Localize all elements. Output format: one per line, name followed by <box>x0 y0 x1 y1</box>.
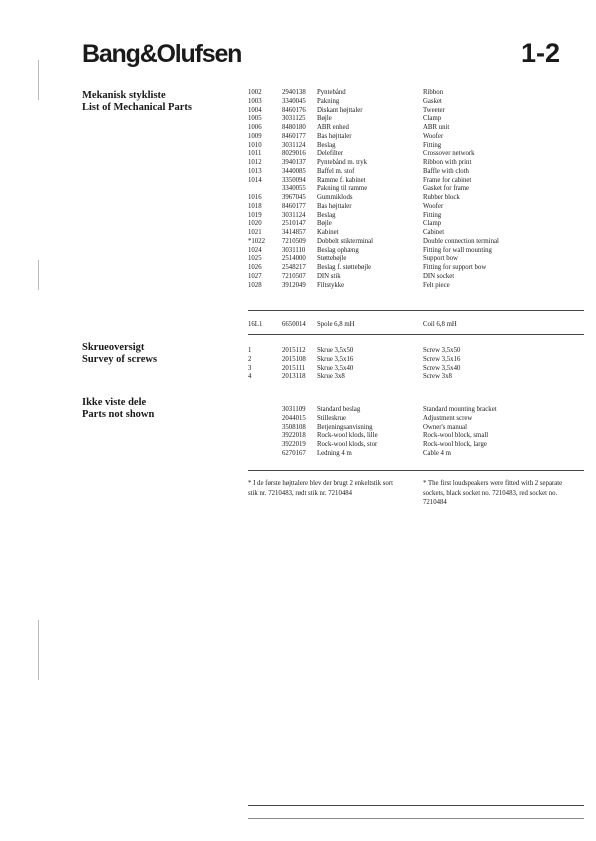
position-cell: 4 <box>248 373 252 381</box>
english-name-cell: Woofer <box>423 202 444 210</box>
danish-name-cell: Pyntebånd m. tryk <box>317 159 368 166</box>
danish-name-cell: Betjeningsanvisning <box>317 423 373 431</box>
position-cell: 1002 <box>248 89 262 96</box>
part-number-cell: 7210509 <box>282 237 306 245</box>
part-number-cell: 3508108 <box>282 423 306 431</box>
danish-name-cell: Standard beslag <box>317 406 361 413</box>
part-number-cell: 3031124 <box>282 141 306 149</box>
position-cell: 3 <box>248 364 252 372</box>
english-name-cell: Rock-wool block, large <box>423 441 487 449</box>
position-cell: *1022 <box>248 237 265 245</box>
part-number-cell: 3031109 <box>282 406 306 413</box>
part-number-cell: 7210507 <box>282 272 306 280</box>
position-cell: 1019 <box>248 211 262 219</box>
section-mech-da: Mekanisk stykliste <box>82 90 166 101</box>
english-name-cell: Frame for cabinet <box>423 176 472 184</box>
part-number-cell: 3031124 <box>282 211 306 219</box>
danish-name-cell: Kabinet <box>317 229 339 236</box>
english-name-cell: Screw 3,5x40 <box>423 364 461 372</box>
danish-name-cell: Baffel m. stof <box>317 167 355 175</box>
part-number-cell: 3340055 <box>282 185 306 193</box>
part-number-cell: 2015112 <box>282 347 306 354</box>
danish-name-cell: Beslag <box>317 141 336 149</box>
part-number-cell: 2940138 <box>282 89 306 96</box>
english-name-cell: Double connection terminal <box>423 237 499 245</box>
section-notshown-da: Ikke viste dele <box>82 397 147 408</box>
danish-name-cell: ABR enhed <box>317 124 349 131</box>
part-number-cell: 8029016 <box>282 150 306 158</box>
english-name-cell: Fitting <box>423 141 442 149</box>
position-cell: 1018 <box>248 202 262 210</box>
section-notshown <box>82 397 154 421</box>
english-name-cell: Clamp <box>423 220 442 228</box>
english-name-cell: Ribbon with print <box>423 159 472 166</box>
english-name-cell: Felt piece <box>423 281 450 289</box>
danish-name-cell: Ramme f. kabinet <box>317 176 366 184</box>
margin-mark <box>38 60 39 100</box>
part-number-cell: 3031125 <box>282 115 306 123</box>
position-cell: 1003 <box>248 97 262 105</box>
footer-rule <box>248 805 584 806</box>
english-name-cell: Coil 6,8 mH <box>423 321 457 328</box>
english-name-cell: Rock-wool block, small <box>423 432 489 440</box>
english-name-cell: DIN socket <box>423 272 455 280</box>
position-cell: 1011 <box>248 150 262 158</box>
footnote-da: * I de første højttalere blev der brugt 2 enkeltstik sort stik nr. 7210483, rødt stik nr. 7210484 <box>248 480 393 497</box>
english-name-cell: Cabinet <box>423 229 445 236</box>
danish-name-cell: Beslag ophæng <box>317 246 359 254</box>
danish-name-cell: Pakning til ramme <box>317 185 368 193</box>
english-name-cell: ABR unit <box>423 124 450 131</box>
part-number-cell: 3912049 <box>282 281 306 289</box>
part-number-cell: 2514000 <box>282 255 306 263</box>
position-cell: 1012 <box>248 159 262 166</box>
part-number-cell: 2015111 <box>282 364 306 372</box>
danish-name-cell: Rock-wool klods, lille <box>317 432 378 440</box>
danish-name-cell: Rock-wool klods, stor <box>317 441 378 449</box>
part-number-cell: 6650014 <box>282 321 306 328</box>
position-cell: 1024 <box>248 246 262 254</box>
english-name-cell: Clamp <box>423 115 442 123</box>
part-number-cell: 3922018 <box>282 432 306 440</box>
section-mech <box>82 90 192 114</box>
danish-name-cell: DIN stik <box>317 272 341 280</box>
english-name-cell: Cable 4 m <box>423 450 451 457</box>
english-name-cell: Screw 3x8 <box>423 373 452 381</box>
divider <box>248 334 584 335</box>
position-cell: 1004 <box>248 106 262 114</box>
english-name-cell: Ribbon <box>423 89 444 96</box>
english-name-cell: Woofer <box>423 132 444 140</box>
danish-name-cell: Bas højttaler <box>317 202 352 210</box>
position-cell: 1021 <box>248 229 262 236</box>
part-number-cell: 3414857 <box>282 229 306 236</box>
danish-name-cell: Bøjle <box>317 115 332 123</box>
danish-name-cell: Filtstykke <box>317 281 345 289</box>
position-cell: 1005 <box>248 115 262 123</box>
part-number-cell: 3940137 <box>282 159 306 166</box>
section-screws <box>82 342 157 366</box>
english-name-cell: Fitting for wall mounting <box>423 246 492 254</box>
danish-name-cell: Delefilter <box>317 150 344 158</box>
english-name-cell: Standard mounting bracket <box>423 406 497 413</box>
danish-name-cell: Beslag f. støttebøjle <box>317 264 372 271</box>
danish-name-cell: Skrue 3,5x50 <box>317 347 354 354</box>
english-name-cell: Owner's manual <box>423 423 468 431</box>
position-cell: 1025 <box>248 255 262 263</box>
position-cell: 1010 <box>248 141 262 149</box>
section-screws-da: Skrueoversigt <box>82 342 145 353</box>
section-screws-en: Survey of screws <box>82 354 158 365</box>
danish-name-cell: Spole 6,8 mH <box>317 321 355 328</box>
english-name-cell: Screw 3,5x50 <box>423 347 461 354</box>
part-number-cell: 3922019 <box>282 441 306 449</box>
part-number-cell: 2548217 <box>282 264 306 271</box>
danish-name-cell: Stilleskrue <box>317 414 347 422</box>
part-number-cell: 2510147 <box>282 220 306 228</box>
danish-name-cell: Skrue 3x8 <box>317 373 345 381</box>
english-name-cell: Rubber block <box>423 194 460 201</box>
part-number-cell: 2013118 <box>282 373 306 381</box>
english-name-cell: Fitting <box>423 211 442 219</box>
english-name-cell: Fitting for support bow <box>423 264 487 271</box>
english-name-cell: Baffle with cloth <box>423 167 469 175</box>
section-notshown-en: Parts not shown <box>82 409 155 420</box>
danish-name-cell: Gummiklods <box>317 194 353 201</box>
part-number-cell: 3440085 <box>282 167 306 175</box>
english-name-cell: Tweeter <box>423 106 445 114</box>
danish-name-cell: Diskant højttaler <box>317 106 363 114</box>
english-name-cell: Support bow <box>423 255 458 263</box>
position-cell: 1027 <box>248 272 262 280</box>
danish-name-cell: Skrue 3,5x40 <box>317 364 354 372</box>
english-name-cell: Screw 3,5x16 <box>423 355 461 363</box>
footer-rule <box>248 818 584 819</box>
part-number-cell: 2015108 <box>282 355 306 363</box>
position-cell: 1028 <box>248 281 262 289</box>
danish-name-cell: Dobbelt stikterminal <box>317 237 374 245</box>
danish-name-cell: Bas højttaler <box>317 132 352 140</box>
margin-mark <box>38 620 39 680</box>
part-number-cell: 8460177 <box>282 202 306 210</box>
english-name-cell: Adjustment screw <box>423 414 473 422</box>
part-number-cell: 8480180 <box>282 124 306 131</box>
danish-name-cell: Bøjle <box>317 220 332 228</box>
position-cell: 1026 <box>248 264 262 271</box>
danish-name-cell: Ledning 4 m <box>317 450 352 457</box>
english-name-cell: Crossover network <box>423 150 475 158</box>
position-cell: 1 <box>248 347 252 354</box>
danish-name-cell: Skrue 3,5x16 <box>317 355 354 363</box>
english-name-cell: Gasket for frame <box>423 185 470 193</box>
part-number-cell: 3967045 <box>282 194 306 201</box>
position-cell: 1013 <box>248 167 262 175</box>
footnote-en: * The first loudspeakers were fitted with 2 separate sockets, black socket no. 7210483, red socket no. 7210484 <box>423 480 563 506</box>
danish-name-cell: Pyntebånd <box>317 89 346 96</box>
position-cell: 1009 <box>248 132 262 140</box>
part-number-cell: 3340045 <box>282 97 306 105</box>
position-cell: 1016 <box>248 194 262 201</box>
position-cell: 1014 <box>248 176 262 184</box>
page-number: 1-2 <box>520 38 560 68</box>
section-mech-en: List of Mechanical Parts <box>82 102 192 113</box>
danish-name-cell: Pakning <box>317 97 340 105</box>
divider <box>248 470 584 471</box>
part-number-cell: 6270167 <box>282 450 306 457</box>
part-number-cell: 2044015 <box>282 414 306 422</box>
danish-name-cell: Beslag <box>317 211 336 219</box>
english-name-cell: Gasket <box>423 97 442 105</box>
part-number-cell: 8460177 <box>282 132 306 140</box>
part-number-cell: 3350094 <box>282 176 306 184</box>
part-number-cell: 3031110 <box>282 246 306 254</box>
position-cell: 1020 <box>248 220 262 228</box>
danish-name-cell: Støttebøjle <box>317 255 347 263</box>
position-cell: 1006 <box>248 124 262 131</box>
divider <box>248 310 584 311</box>
brand-logo: Bang&Olufsen <box>82 40 242 68</box>
position-cell: 16L1 <box>248 321 263 328</box>
margin-mark <box>38 260 39 290</box>
position-cell: 2 <box>248 355 252 363</box>
part-number-cell: 8460176 <box>282 106 306 114</box>
